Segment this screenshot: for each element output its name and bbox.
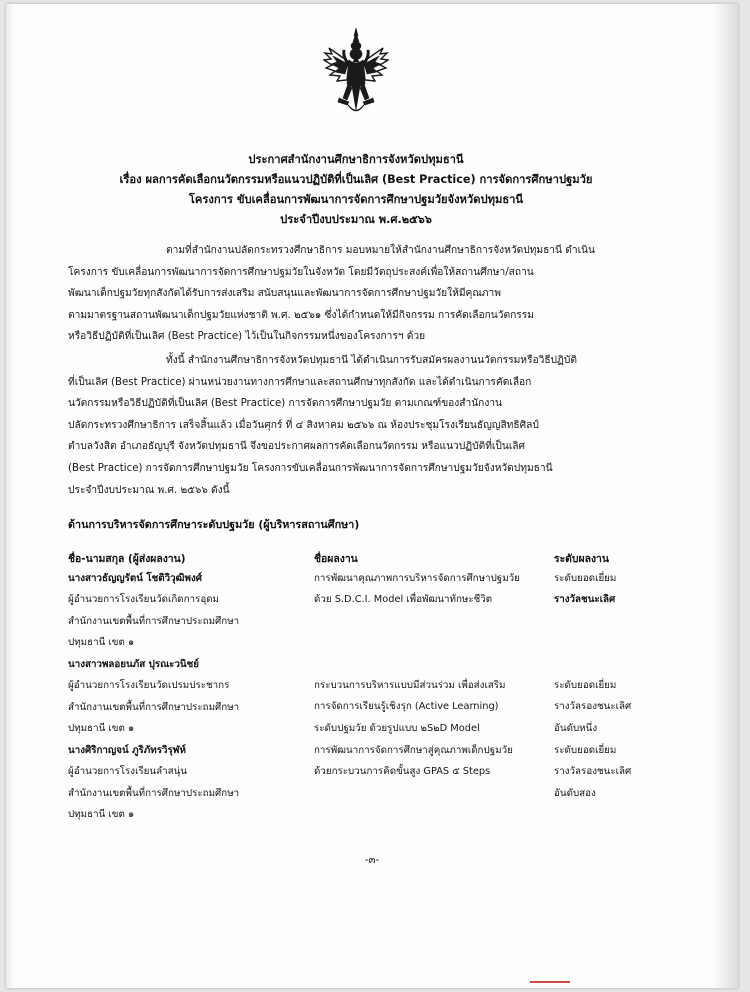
- level-line: ระดับยอดเยี่ยม: [554, 680, 617, 691]
- paragraph-1-line: หรือวิธีปฏิบัติที่เป็นเลิศ (Best Practice) ไว้เป็นในกิจกรรมหนึ่งของโครงการฯ ด้วย: [68, 331, 426, 343]
- submitter-office: สำนักงานเขตพื้นที่การศึกษาประถมศึกษา: [68, 787, 240, 799]
- paragraph-1: [68, 240, 652, 348]
- paragraph-2-line: ปลัดกระทรวงศึกษาธิการ เสร็จสิ้นแล้ว เมื่อวันศุกร์ ที่ ๔ สิงหาคม ๒๕๖๖ ณ ห้องประชุมโรงเรียนธัญญสิทธิศิลป์: [68, 419, 539, 431]
- header-line-3: โครงการ ขับเคลื่อนการพัฒนาการจัดการศึกษาปฐมวัยจังหวัดปทุมธานี: [188, 193, 524, 206]
- header-line-4: ประจำปีงบประมาณ พ.ศ.๒๕๖๖: [280, 213, 432, 226]
- document-page: [6, 4, 738, 988]
- submitter-position: ผู้อำนวยการโรงเรียนวัดเปรมประชากร: [68, 680, 230, 692]
- paragraph-2-line: นวัตกรรมหรือวิธีปฏิบัติที่เป็นเลิศ (Best Practice) การจัดการศึกษาปฐมวัย ตามเกณฑ์ของสำนักงาน: [68, 398, 502, 410]
- announcement-header: [66, 150, 646, 230]
- header-line-2: เรื่อง ผลการคัดเลือกนวัตกรรมหรือแนวปฏิบัติที่เป็นเลิศ (Best Practice) การจัดการศึกษาปฐมวัย: [119, 173, 593, 186]
- paragraph-1-line: ตามมาตรฐานสถานพัฒนาเด็กปฐมวัยแห่งชาติ พ.ศ. ๒๕๖๑ ซึ่งได้กำหนดให้มีกิจกรรม การคัดเลือกนวัตกรรม: [68, 309, 534, 321]
- garuda-emblem-icon: [323, 26, 389, 122]
- paragraph-2-line: (Best Practice) การจัดการศึกษาปฐมวัย โครงการขับเคลื่อนการพัฒนาการจัดการศึกษาปฐมวัยจังหวัดปทุมธานี: [68, 462, 553, 474]
- section-title: ด้านการบริหารจัดการศึกษาระดับปฐมวัย (ผู้บริหารสถานศึกษา): [68, 518, 360, 531]
- entry-work: [314, 568, 554, 611]
- paragraph-1-line: พัฒนาเด็กปฐมวัยทุกสังกัดได้รับการส่งเสริม สนับสนุนและพัฒนาการจัดการศึกษาปฐมวัยให้มีคุณภาพ: [68, 288, 501, 300]
- entry-work: [314, 740, 554, 783]
- submitter-position: ผู้อำนวยการโรงเรียนลำสนุ่น: [68, 766, 187, 778]
- work-title-line: ด้วย S.D.C.I. Model เพื่อพัฒนาทักษะชีวิต: [314, 594, 493, 606]
- paragraph-2: [68, 350, 652, 501]
- paragraph-2-line: ทั้งนี้ สำนักงานศึกษาธิการจังหวัดปทุมธานี ได้ดำเนินการรับสมัครผลงานนวัตกรรมหรือวิธีปฏิบัติ: [166, 355, 577, 366]
- entry-level: [554, 740, 684, 804]
- submitter-position: ผู้อำนวยการโรงเรียนวัดเกิดการอุดม: [68, 594, 220, 606]
- work-title-line: การพัฒนาคุณภาพการบริหารจัดการศึกษาปฐมวัย: [314, 573, 520, 584]
- paragraph-2-line: ตำบลวังสิต อำเภอธัญบุรี จังหวัดปทุมธานี จึงขอประกาศผลการคัดเลือกนวัตกรรม หรือแนวปฏิบัติที่เป็นเลิศ: [68, 441, 526, 453]
- page-number: -๓-: [364, 854, 380, 866]
- column-header-work: ชื่อผลงาน: [314, 553, 358, 565]
- paragraph-1-line: โครงการ ขับเคลื่อนการพัฒนาการจัดการศึกษาปฐมวัยในจังหวัด โดยมีวัตถุประสงค์เพื่อให้สถานศึกษา/สถาน: [68, 266, 534, 278]
- work-title-line: การจัดการเรียนรู้เชิงรุก (Active Learning): [314, 701, 499, 713]
- submitter-name: นางสาวธัญญรัตน์ โชติวิวุฒิพงศ์: [68, 573, 202, 584]
- page-shadow-left: [6, 4, 14, 988]
- submitter-office: ปทุมธานี เขต ๑: [68, 809, 135, 821]
- award-line: รางวัลรองชนะเลิศ: [554, 701, 632, 713]
- submitter-office: สำนักงานเขตพื้นที่การศึกษาประถมศึกษา: [68, 701, 240, 713]
- entry-level: [554, 568, 684, 611]
- column-header-name: ชื่อ-นามสกุล (ผู้ส่งผลงาน): [68, 553, 186, 565]
- award-rank: อันดับหนึ่ง: [554, 722, 598, 734]
- submitter-office: ปทุมธานี เขต ๑: [68, 723, 135, 735]
- work-title-line: กระบวนการบริหารแบบมีส่วนร่วม เพื่อส่งเสริม: [314, 680, 506, 691]
- paragraph-2-line: ที่เป็นเลิศ (Best Practice) ผ่านหน่วยงานทางการศึกษาและสถานศึกษาทุกสังกัด และได้ดำเนินการคัดเลือก: [68, 376, 532, 388]
- entry-submitter: [68, 568, 298, 654]
- award-line: รางวัลรองชนะเลิศ: [554, 766, 632, 778]
- entry-submitter: [68, 740, 298, 826]
- submitter-office: ปทุมธานี เขต ๑: [68, 637, 135, 649]
- page-shadow-right: [712, 4, 738, 988]
- page-edge-mark: [530, 981, 570, 983]
- header-line-1: ประกาศสำนักงานศึกษาธิการจังหวัดปทุมธานี: [248, 153, 464, 166]
- work-title-line: ระดับปฐมวัย ด้วยรูปแบบ ๒S๒D Model: [314, 722, 480, 734]
- entry-work: [314, 675, 554, 739]
- submitter-name: นางศิริกาญจน์ ภูริภัทรวิรุฬห์: [68, 745, 186, 756]
- entry-level: [554, 675, 684, 739]
- level-line: ระดับยอดเยี่ยม: [554, 745, 617, 756]
- award-line: รางวัลชนะเลิศ: [554, 594, 616, 606]
- submitter-office: สำนักงานเขตพื้นที่การศึกษาประถมศึกษา: [68, 615, 240, 627]
- column-header-level: ระดับผลงาน: [554, 553, 609, 565]
- work-title-line: การพัฒนาการจัดการศึกษาสู่คุณภาพเด็กปฐมวัย: [314, 745, 513, 756]
- paragraph-2-line: ประจำปีงบประมาณ พ.ศ. ๒๕๖๖ ดังนี้: [68, 484, 230, 496]
- paragraph-1-line: ตามที่สำนักงานปลัดกระทรวงศึกษาธิการ มอบหมายให้สำนักงานศึกษาธิการจังหวัดปทุมธานี ดำเนิน: [166, 245, 595, 256]
- level-line: ระดับยอดเยี่ยม: [554, 573, 617, 584]
- submitter-name: นางสาวพลอยนภัส ปุรณะวนิชย์: [68, 659, 200, 670]
- entry-submitter: [68, 654, 298, 740]
- award-rank: อันดับสอง: [554, 787, 596, 799]
- work-title-line: ด้วยกระบวนการคิดขั้นสูง GPAS ๕ Steps: [314, 766, 491, 778]
